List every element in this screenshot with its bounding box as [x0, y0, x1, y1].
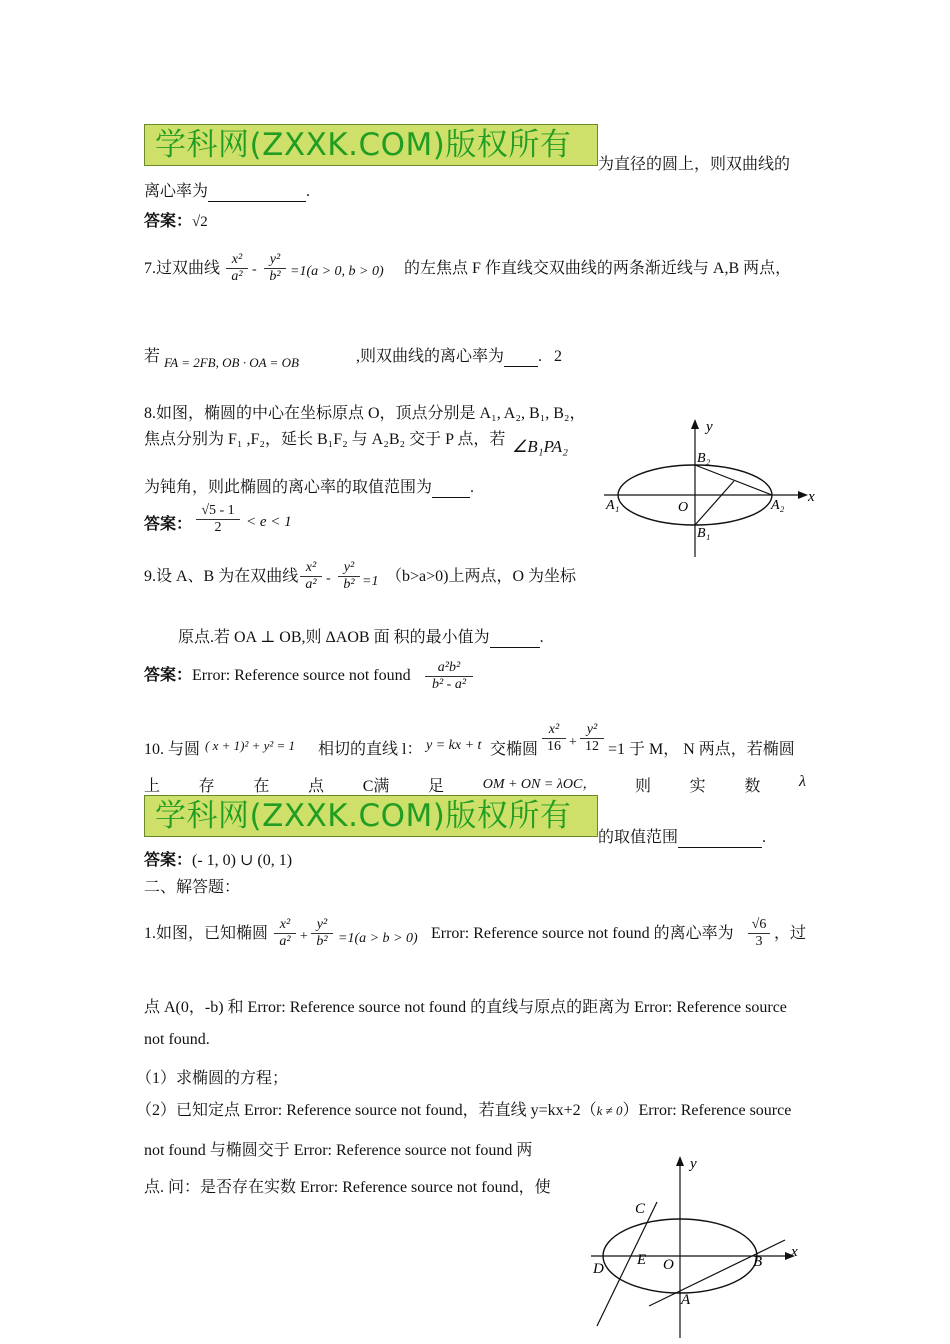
q8-line2: 焦点分别为 F₁ ,F₂，延长 B₁F₂ 与 A₂B₂ 交于 P 点，若 — [144, 431, 506, 448]
q10-circle: ( x + 1)² + y² = 1 — [205, 738, 296, 753]
q8-angle: ∠B₁PA₂ — [512, 437, 569, 456]
q9-minus: - — [326, 571, 331, 586]
q10-prefix: 10. 与圆 — [144, 741, 201, 758]
fig2-label-d: D — [593, 1261, 604, 1277]
fig2-label-b: B — [753, 1254, 763, 1270]
p1-err1: Error: Reference source not found 的离心率为 — [431, 925, 734, 942]
p1-line2: 点 A(0，-b) 和 Error: Reference source not found 的直线与原点的距离为 Error: Reference source — [144, 999, 787, 1016]
fig2-label-x: x — [791, 1244, 798, 1260]
q9-prefix: 9.设 A、B 为在双曲线 — [144, 568, 299, 585]
p1-frac-y: $\frac{\text{y²}}{\text{b²}}$ — [311, 917, 333, 950]
fig1-label-b2: B₂ — [697, 451, 711, 466]
p1-line7: 点. 问：是否存在实数 Error: Reference source not found，使 — [144, 1179, 551, 1196]
fig1-label-x: x — [808, 489, 815, 505]
q7-vectors: FA = 2FB, OB · OA = OB — [164, 355, 299, 370]
p1-q1: （1）求椭圆的方程； — [136, 1070, 289, 1087]
q8-answer-frac: $\frac{√5 - 1}{2}$ — [196, 503, 240, 536]
q6-tail: 为直径的圆上，则双曲线的 — [598, 156, 791, 173]
q10-tail: =1 于 M， N 两点，若椭圆 — [608, 741, 795, 758]
p1-frac-x: $\frac{\text{x²}}{\text{a²}}$ — [274, 917, 296, 950]
q10-mid: 相切的直线 l： — [318, 741, 423, 758]
q10-frac-x: $\frac{\text{x²}}{16}$ — [542, 722, 566, 755]
q7-formula-tail: =1(a > 0, b > 0) — [290, 264, 384, 279]
watermark-banner-2: 学科网(ZXXK.COM)版权所有 — [144, 795, 598, 837]
ellipse-figure-2 — [585, 1150, 815, 1340]
q10-line-eq: y = kx + t — [426, 738, 482, 753]
q9-line2: 原点.若 OA ⊥ OB,则 ΔAOB 面 积的最小值为 . — [178, 629, 544, 646]
q7-text: 的左焦点 F 作直线交双曲线的两条渐近线与 A,B 两点， — [404, 260, 792, 277]
q6-line2: 离心率为 . — [144, 183, 311, 200]
q7-prefix: 7.过双曲线 — [144, 260, 221, 277]
q9-answer-frac: $\frac{\text{a²b²}}{\text{b² - a²}}$ — [425, 660, 473, 693]
q9-frac-x: $\frac{\text{x²}}{\text{a²}}$ — [300, 560, 322, 593]
section-title: 二、解答题： — [144, 879, 241, 896]
watermark-banner: 学科网(ZXXK.COM)版权所有 — [144, 124, 598, 166]
fig2-label-o: O — [663, 1257, 674, 1273]
q10-plus: + — [568, 735, 578, 750]
q10-line2: 上 存 在 点 C满 足 OM + ON = λOC， 则 实 数 λ — [144, 773, 806, 795]
q8-answer: 答案： — [144, 516, 193, 533]
q10-line3: 的取值范围 . — [598, 829, 767, 846]
fig1-label-a1: A₁ — [606, 498, 620, 513]
fig1-label-y: y — [706, 419, 713, 435]
q7-minus: - — [252, 262, 257, 277]
p1-line3: not found. — [144, 1031, 210, 1048]
q6-answer: 答案：√2 — [144, 213, 208, 230]
p1-ecc-frac: $\frac{√6}{3}$ — [748, 917, 770, 950]
p1-line6: not found 与椭圆交于 Error: Reference source not found 两 — [144, 1142, 533, 1159]
q8-line3: 为钝角，则此椭圆的离心率的取值范围为 . — [144, 479, 475, 496]
q10-frac-y: $\frac{\text{y²}}{12}$ — [580, 722, 604, 755]
fig2-label-e: E — [637, 1252, 647, 1268]
fig1-label-o: O — [678, 500, 689, 515]
fig2-label-c: C — [635, 1201, 646, 1217]
q9-eq: =1 — [362, 574, 379, 589]
fig1-label-b1: B₁ — [697, 526, 711, 541]
q10-mid2: 交椭圆 — [490, 741, 539, 758]
q9-frac-y: $\frac{\text{y²}}{\text{b²}}$ — [338, 560, 360, 593]
q10-answer: 答案：(- 1, 0) ∪ (0, 1) — [144, 852, 293, 869]
q8-line1: 8.如图，椭圆的中心在坐标原点 O，顶点分别是 A₁, A₂, B₁, B₂， — [144, 405, 586, 422]
p1-plus: + — [299, 929, 309, 944]
q9-condition: （b>a>0)上两点，O 为坐标 — [386, 568, 577, 585]
q8-answer-tail: < e < 1 — [246, 514, 292, 530]
p1-comma: ，过 — [774, 925, 807, 942]
q7-frac-x: $\frac{\text{x²}}{\text{a²}}$ — [226, 252, 248, 285]
q7-frac-y: $\frac{\text{y²}}{\text{b²}}$ — [264, 252, 286, 285]
fig2-label-a: A — [681, 1292, 691, 1308]
fig1-label-a2: A₂ — [771, 498, 785, 513]
q9-answer: 答案：Error: Reference source not found — [144, 667, 411, 684]
q7-if: 若 — [144, 348, 161, 365]
p1-q2: （2）已知定点 Error: Reference source not found，若直线 y=kx+2（k ≠ 0）Error: Reference source — [136, 1102, 792, 1119]
p1-formula-tail: =1(a > b > 0) — [338, 931, 418, 946]
fig2-label-y: y — [690, 1156, 697, 1172]
q7-tail: ,则双曲线的离心率为 . 2 — [356, 348, 563, 365]
p1-prefix: 1.如图，已知椭圆 — [144, 925, 269, 942]
ellipse-figure-1 — [598, 415, 828, 565]
